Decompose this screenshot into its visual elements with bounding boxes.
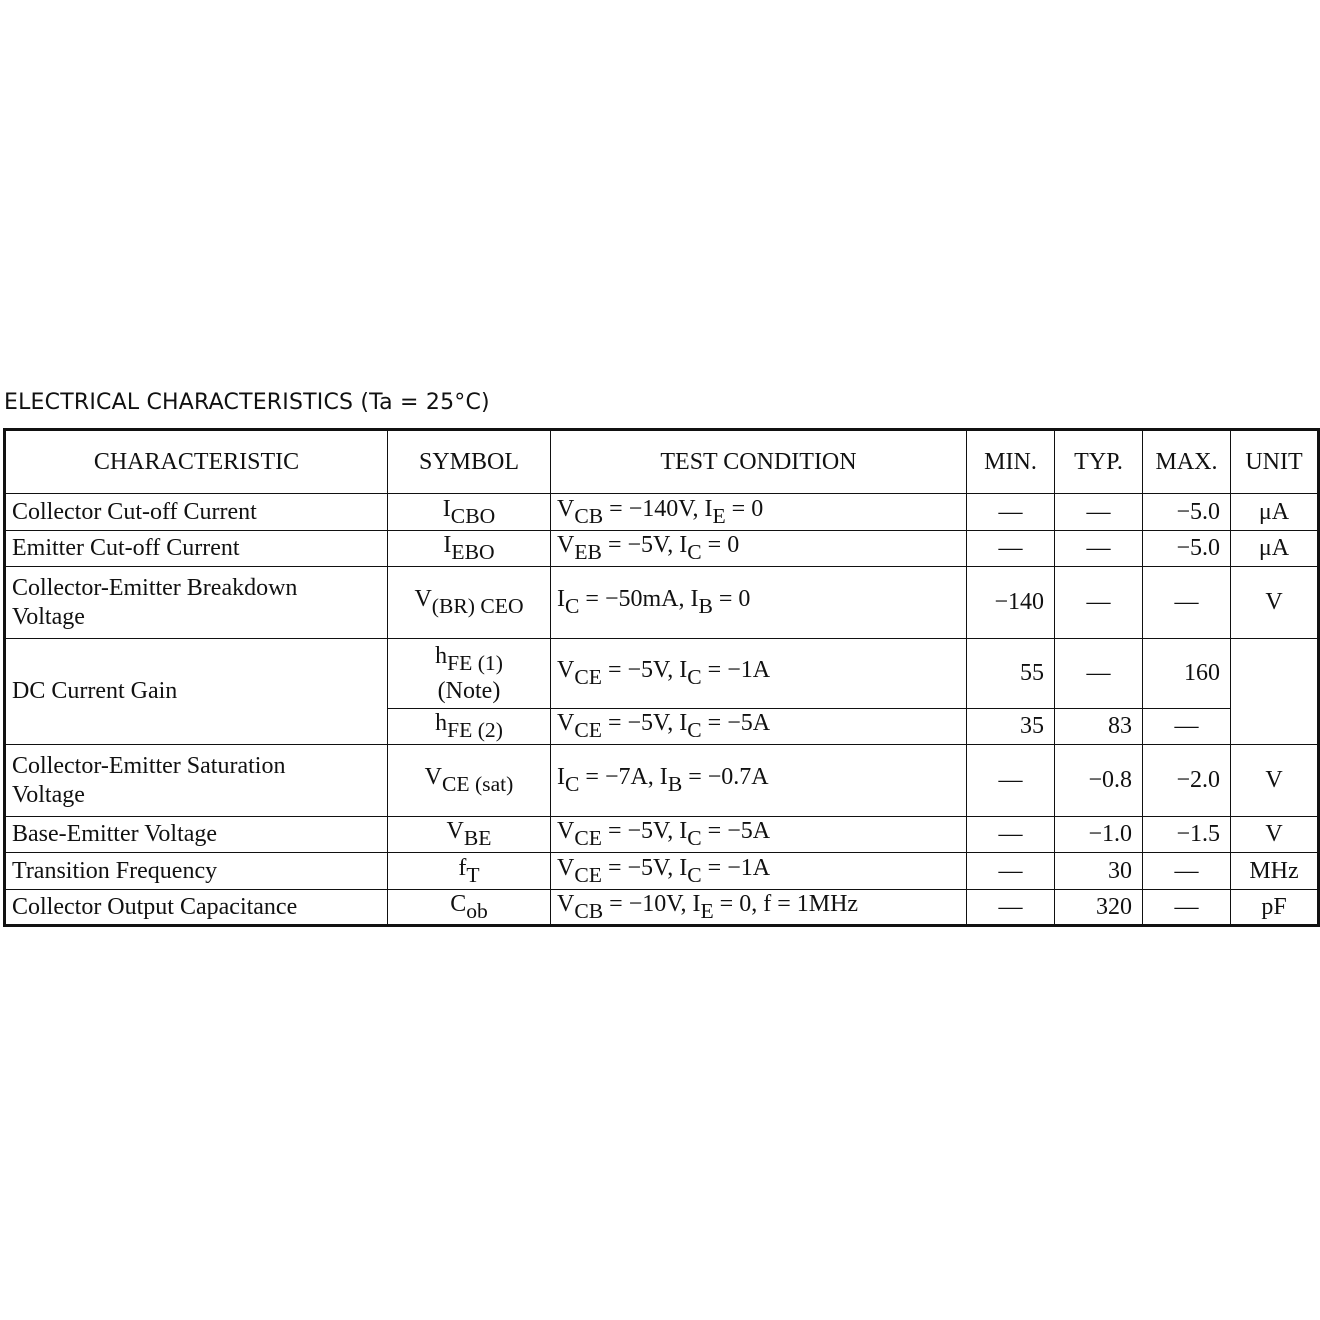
typ-cell: −1.0 xyxy=(1055,817,1143,853)
condition-subscript: CE xyxy=(574,826,602,851)
typ-cell: 30 xyxy=(1055,853,1143,890)
max-cell: — xyxy=(1143,890,1231,926)
condition-subscript: B xyxy=(667,772,683,797)
electrical-characteristics-table xyxy=(3,428,1320,927)
condition-subscript: C xyxy=(565,772,580,797)
condition-text: = −10V, I xyxy=(603,891,701,917)
header-min: MIN. xyxy=(967,430,1055,494)
characteristic-cell: Collector Cut-off Current xyxy=(5,494,388,531)
header-unit: UNIT xyxy=(1231,430,1319,494)
symbol-cell: $V_{(BR) CEO}$ xyxy=(388,567,551,639)
condition-text: = −1A xyxy=(701,657,771,684)
condition-cell xyxy=(551,709,967,745)
condition-subscript: C xyxy=(687,540,702,565)
condition-text: = −5V, I xyxy=(601,818,688,845)
unit-cell: μA xyxy=(1231,531,1319,567)
condition-text: V xyxy=(557,495,575,522)
min-cell: — xyxy=(967,890,1055,926)
condition-subscript: C xyxy=(687,665,702,690)
condition-subscript: CE xyxy=(574,665,602,690)
condition-subscript: CB xyxy=(574,898,604,923)
symbol-cell: $h_{FE (1)}$ (Note) xyxy=(388,639,551,709)
condition-cell xyxy=(551,890,967,926)
unit-cell: pF xyxy=(1231,890,1319,926)
condition-cell xyxy=(551,639,967,709)
table-row xyxy=(5,817,1319,853)
min-cell: — xyxy=(967,494,1055,531)
min-cell: 35 xyxy=(967,709,1055,745)
condition-text: V xyxy=(557,532,575,559)
table-row xyxy=(5,745,1319,817)
condition-text: V xyxy=(557,854,575,881)
header-typ: TYP. xyxy=(1055,430,1143,494)
max-cell: −2.0 xyxy=(1143,745,1231,817)
min-cell: — xyxy=(967,745,1055,817)
condition-text: = −5V, I xyxy=(601,657,688,684)
max-cell: — xyxy=(1143,853,1231,890)
condition-subscript: CB xyxy=(574,503,604,528)
characteristic-cell: Emitter Cut-off Current xyxy=(5,531,388,567)
condition-text: = −7A, I xyxy=(579,764,668,791)
condition-subscript: CE xyxy=(574,718,602,743)
condition-text: V xyxy=(557,818,575,845)
condition-cell xyxy=(551,494,967,531)
table-row xyxy=(5,567,1319,639)
condition-cell xyxy=(551,817,967,853)
condition-subscript: E xyxy=(700,898,714,923)
condition-text: = 0, f = 1MHz xyxy=(713,891,859,917)
condition-text: = 0 xyxy=(712,586,751,613)
condition-text: = −5A xyxy=(701,710,771,737)
condition-text: = 0 xyxy=(725,495,764,522)
table-title: ELECTRICAL CHARACTERISTICS (Ta = 25°C) xyxy=(4,390,490,415)
condition-subscript: B xyxy=(698,594,713,619)
condition-text: V xyxy=(557,710,575,737)
characteristic-cell: DC Current Gain xyxy=(5,639,388,745)
condition-subscript: C xyxy=(687,826,702,851)
unit-cell: MHz xyxy=(1231,853,1319,890)
typ-cell: 83 xyxy=(1055,709,1143,745)
header-row xyxy=(5,430,1319,494)
max-cell: −5.0 xyxy=(1143,494,1231,531)
unit-cell: V xyxy=(1231,567,1319,639)
condition-subscript: C xyxy=(565,594,580,619)
symbol-cell: $C_{ob}$ xyxy=(388,890,551,926)
characteristic-cell: Collector-Emitter Breakdown Voltage xyxy=(5,567,388,639)
max-cell: −1.5 xyxy=(1143,817,1231,853)
condition-subscript: C xyxy=(687,862,702,887)
min-cell: — xyxy=(967,531,1055,567)
max-cell: 160 xyxy=(1143,639,1231,709)
max-cell: — xyxy=(1143,567,1231,639)
condition-cell xyxy=(551,853,967,890)
condition-text: = −5A xyxy=(701,818,771,845)
symbol-cell: $h_{FE (2)}$ xyxy=(388,709,551,745)
symbol-cell: $I_{CBO}$ xyxy=(388,494,551,531)
typ-cell: −0.8 xyxy=(1055,745,1143,817)
unit-cell xyxy=(1231,639,1319,745)
condition-text: = −5V, I xyxy=(601,532,688,559)
condition-subscript: CE xyxy=(574,862,602,887)
table-row xyxy=(5,853,1319,890)
min-cell: — xyxy=(967,853,1055,890)
condition-text: V xyxy=(557,657,575,684)
condition-text: = −5V, I xyxy=(601,710,688,737)
typ-cell: — xyxy=(1055,494,1143,531)
condition-text: = −50mA, I xyxy=(579,586,699,613)
condition-text: = −0.7A xyxy=(682,764,769,791)
table-row xyxy=(5,639,1319,709)
condition-subscript: E xyxy=(712,503,726,528)
condition-text: I xyxy=(557,586,565,613)
condition-text: I xyxy=(557,764,565,791)
max-cell: −5.0 xyxy=(1143,531,1231,567)
condition-cell xyxy=(551,531,967,567)
header-test-condition: TEST CONDITION xyxy=(551,430,967,494)
condition-subscript: C xyxy=(687,718,702,743)
unit-cell: V xyxy=(1231,817,1319,853)
symbol-cell: $I_{EBO}$ xyxy=(388,531,551,567)
condition-cell xyxy=(551,567,967,639)
min-cell: — xyxy=(967,817,1055,853)
condition-text: = −1A xyxy=(701,854,771,881)
table-row xyxy=(5,890,1319,926)
typ-cell: — xyxy=(1055,531,1143,567)
characteristic-cell: Base-Emitter Voltage xyxy=(5,817,388,853)
condition-text: = −5V, I xyxy=(601,854,688,881)
characteristic-cell: Transition Frequency xyxy=(5,853,388,890)
symbol-cell: $f_T$ xyxy=(388,853,551,890)
unit-cell: V xyxy=(1231,745,1319,817)
condition-subscript: EB xyxy=(574,540,602,565)
header-characteristic: CHARACTERISTIC xyxy=(5,430,388,494)
typ-cell: — xyxy=(1055,639,1143,709)
header-max: MAX. xyxy=(1143,430,1231,494)
condition-text: = −140V, I xyxy=(603,495,713,522)
condition-text: V xyxy=(557,891,575,917)
table-row xyxy=(5,531,1319,567)
symbol-cell: $V_{CE (sat)}$ xyxy=(388,745,551,817)
typ-cell: 320 xyxy=(1055,890,1143,926)
unit-cell: μA xyxy=(1231,494,1319,531)
characteristic-cell: Collector-Emitter Saturation Voltage xyxy=(5,745,388,817)
max-cell: — xyxy=(1143,709,1231,745)
symbol-cell: $V_{BE}$ xyxy=(388,817,551,853)
table-row xyxy=(5,494,1319,531)
header-symbol: SYMBOL xyxy=(388,430,551,494)
symbol-note: (Note) xyxy=(437,677,501,704)
min-cell: −140 xyxy=(967,567,1055,639)
condition-cell xyxy=(551,745,967,817)
characteristic-cell: Collector Output Capacitance xyxy=(5,890,388,926)
typ-cell: — xyxy=(1055,567,1143,639)
min-cell: 55 xyxy=(967,639,1055,709)
condition-text: = 0 xyxy=(701,532,740,559)
